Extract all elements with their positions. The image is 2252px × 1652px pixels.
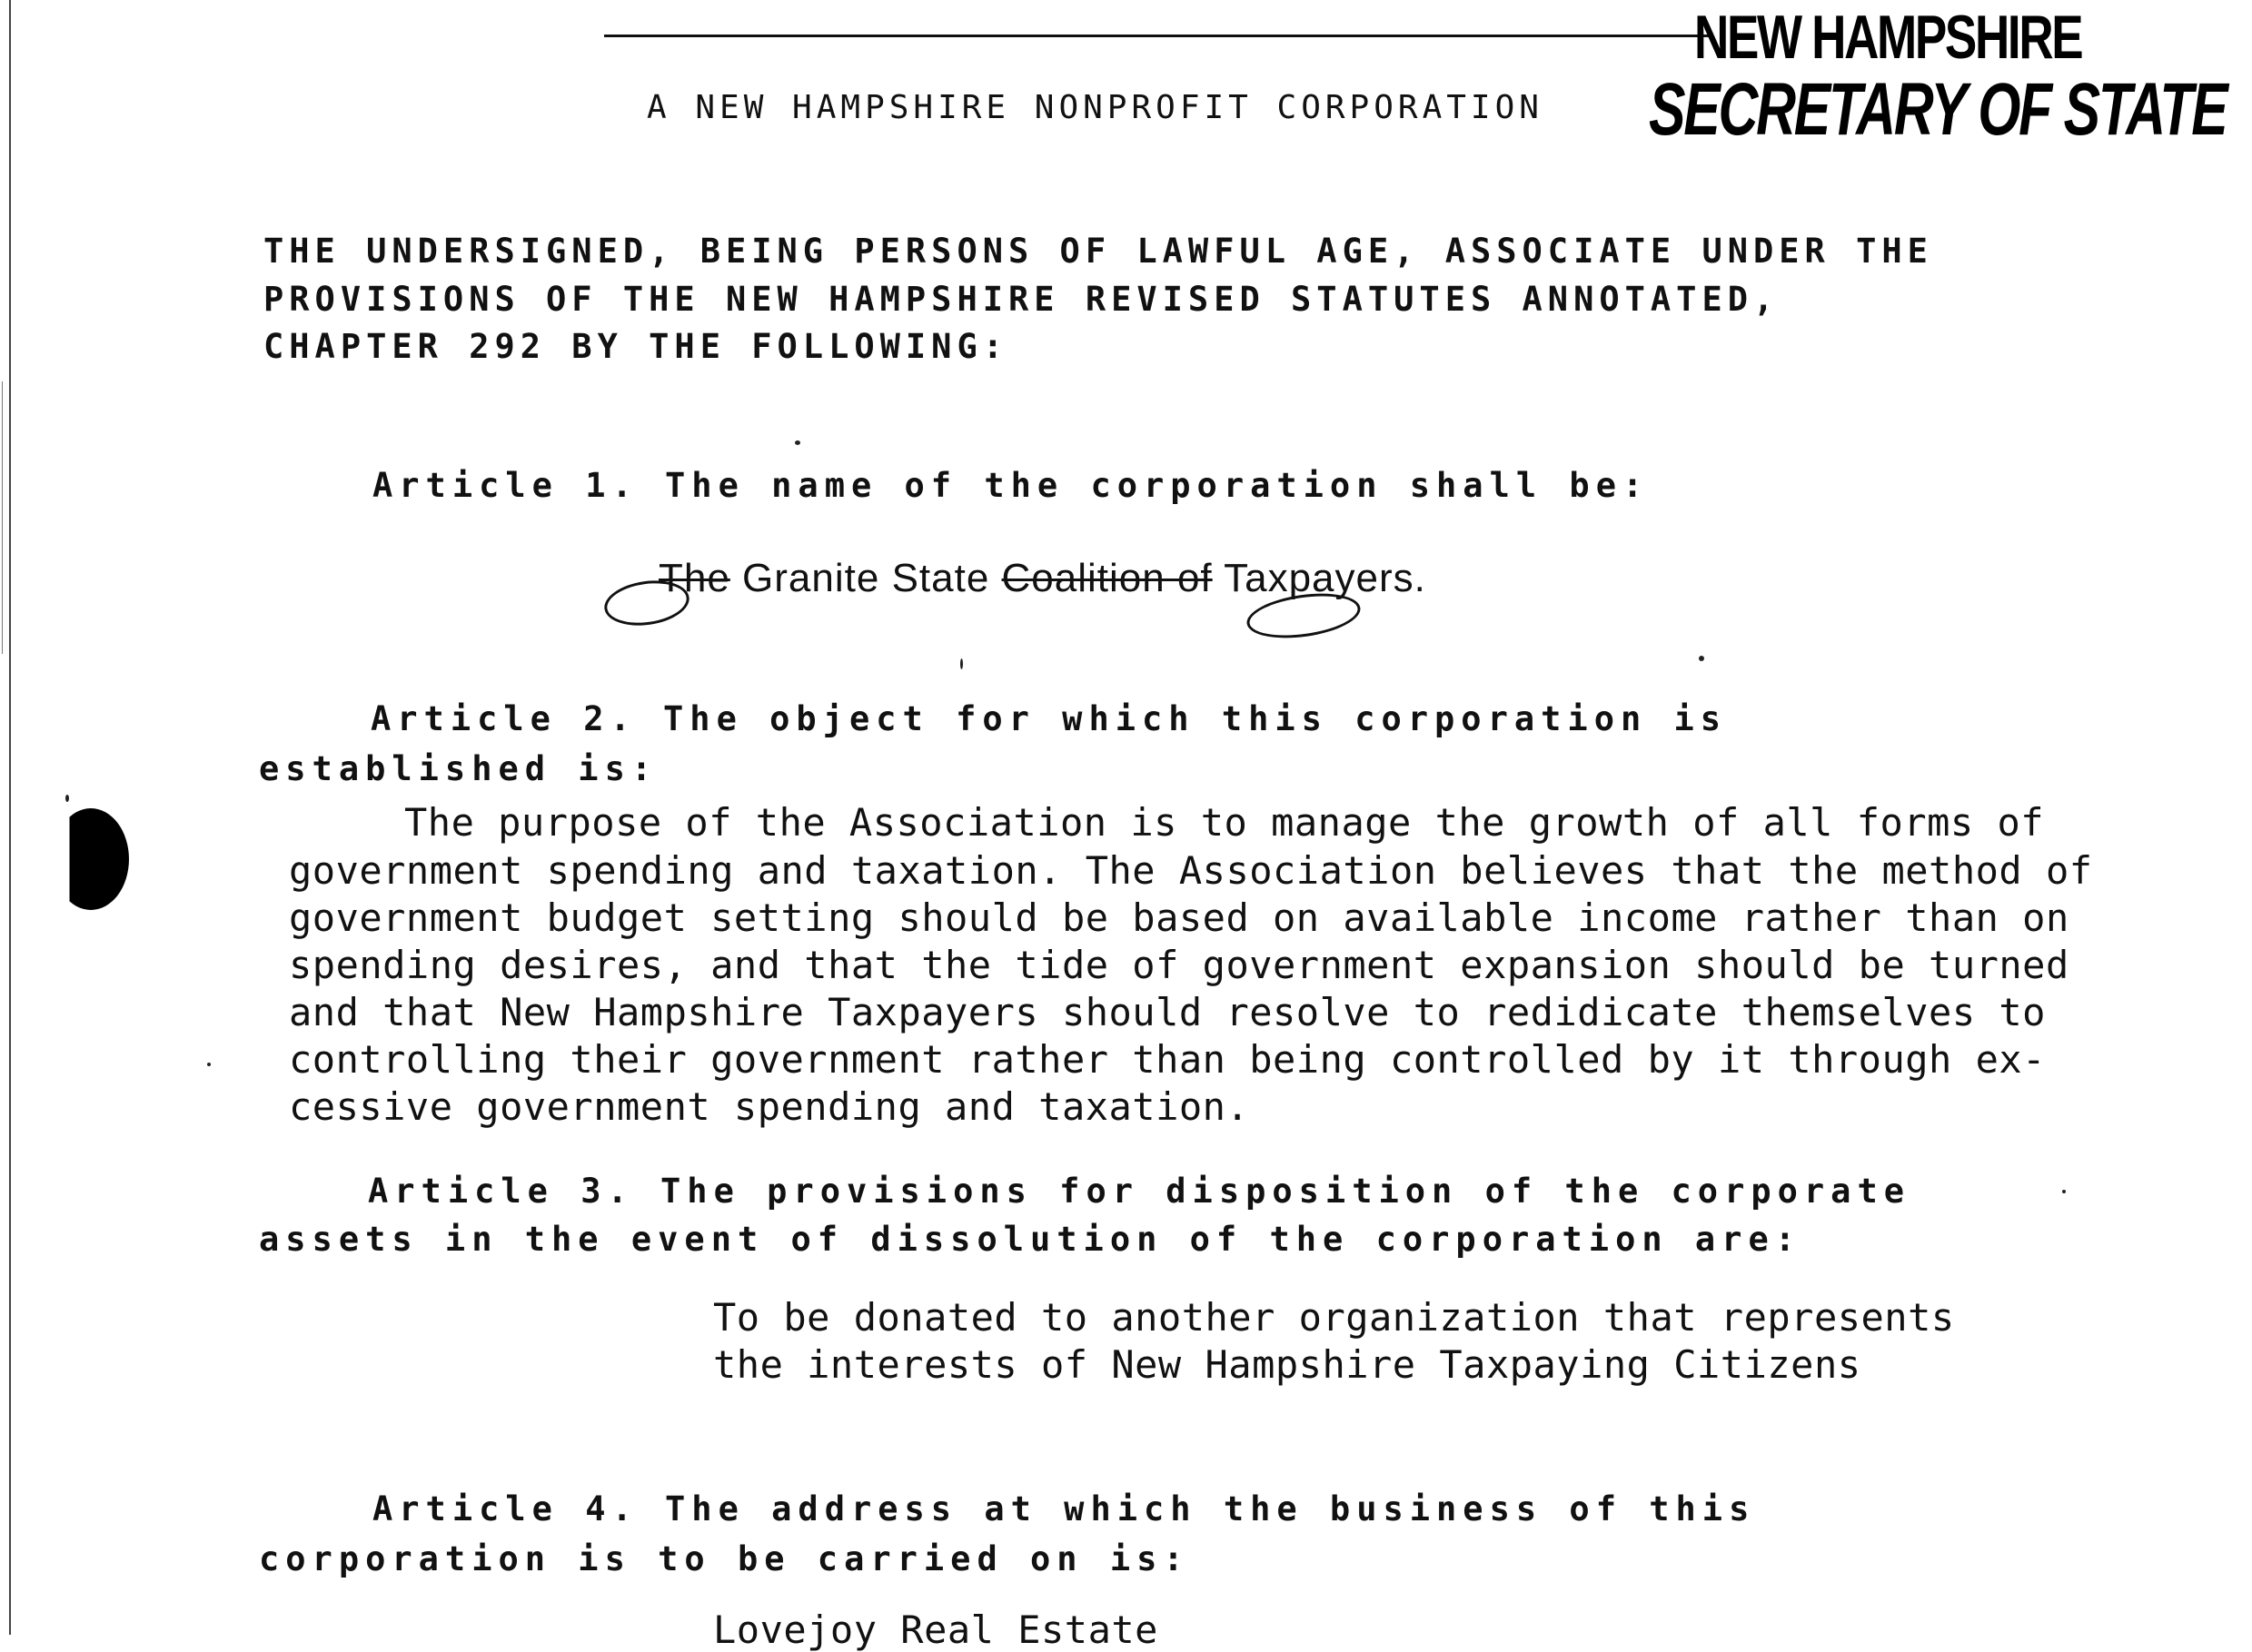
speck — [65, 795, 69, 802]
speck — [795, 440, 800, 445]
secretary-of-state-stamp-line1: NEW HAMPSHIRE — [1694, 3, 2082, 72]
hole-punch-mark — [53, 808, 129, 910]
purpose-line: cessive government spending and taxation. — [289, 1084, 1250, 1129]
speck — [2062, 1190, 2066, 1193]
purpose-line: government budget setting should be based on available income rather than on — [289, 895, 2069, 940]
name-text: Granite State — [729, 556, 1002, 600]
article-3-heading-cont: assets in the event of dissolution of the corporation are: — [259, 1220, 1802, 1259]
speck — [207, 1063, 211, 1066]
article-3-heading: Article 3. The provisions for disposition of the corporate — [368, 1172, 1911, 1211]
disposition-line: To be donated to another organization that represents — [713, 1295, 1955, 1340]
speck — [960, 658, 963, 669]
preamble-line: CHAPTER 292 BY THE FOLLOWING: — [263, 327, 1009, 366]
struck-word: The — [659, 556, 730, 600]
purpose-line: controlling their government rather than being controlled by it through ex- — [289, 1037, 2046, 1082]
purpose-line: The purpose of the Association is to manage the growth of all forms of — [404, 800, 2045, 845]
disposition-line: the interests of New Hampshire Taxpaying Citizens — [713, 1342, 1861, 1387]
secretary-of-state-stamp-line2: SECRETARY OF STATE — [1649, 68, 2227, 151]
purpose-line: government spending and taxation. The Association believes that the method of — [289, 848, 2093, 893]
article-2-heading-cont: established is: — [259, 749, 659, 788]
article-1-heading: Article 1. The name of the corporation shall be: — [372, 466, 1650, 505]
preamble-line: THE UNDERSIGNED, BEING PERSONS OF LAWFUL AGE, ASSOCIATE UNDER THE — [263, 232, 1933, 271]
scan-edge-line — [9, 0, 11, 1635]
business-address: Lovejoy Real Estate — [713, 1607, 1158, 1652]
scan-edge-line — [2, 381, 3, 654]
speck — [1699, 656, 1704, 661]
name-text: Taxpayers. — [1212, 556, 1426, 600]
preamble-line: PROVISIONS OF THE NEW HAMPSHIRE REVISED STATUTES ANNOTATED, — [263, 280, 1780, 319]
article-4-heading-cont: corporation is to be carried on is: — [259, 1539, 1190, 1578]
purpose-line: and that New Hampshire Taxpayers should resolve to redidicate themselves to — [289, 990, 2046, 1034]
document-subtitle: A NEW HAMPSHIRE NONPROFIT CORPORATION — [647, 89, 1543, 126]
article-2-heading: Article 2. The object for which this corporation is — [371, 699, 1728, 738]
struck-words: Coalition of — [1001, 556, 1213, 600]
purpose-line: spending desires, and that the tide of government expansion should be turned — [289, 943, 2069, 987]
header-rule — [604, 35, 1712, 37]
article-4-heading: Article 4. The address at which the business of this — [372, 1489, 1756, 1528]
